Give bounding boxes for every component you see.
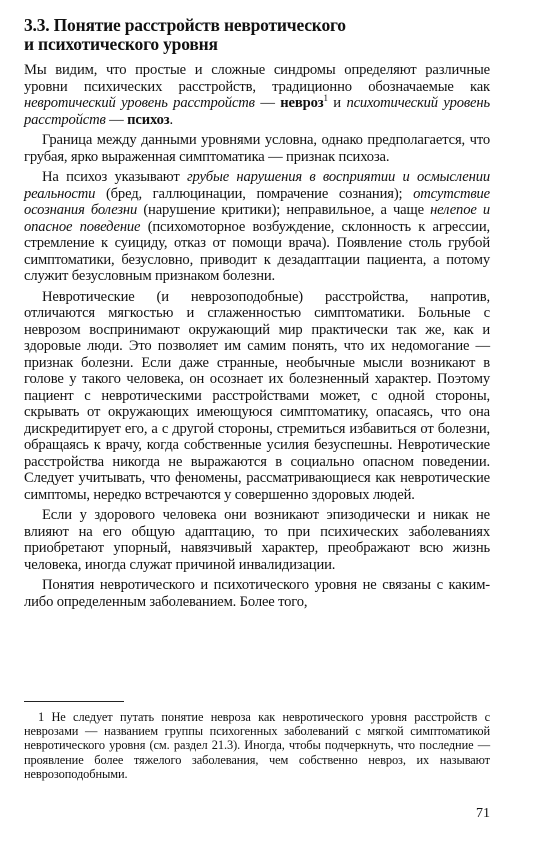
section-heading (24, 16, 490, 54)
p3-italic-3: нелепое и опасное поведение (24, 202, 490, 235)
paragraph-1 (24, 62, 490, 128)
p1-italic-psychotic-level: психотический уровень расстройств (24, 95, 490, 128)
p1-italic-neurotic-level: невротический уровень расстройств (24, 95, 255, 111)
paragraph-3 (24, 169, 490, 285)
p3-text-1: На психоз указывают (42, 169, 187, 185)
paragraph-6: Понятия невротического и психотического уровня не связаны с каким-либо определенным заболеванием. Более того, (24, 577, 490, 610)
body-text (24, 62, 490, 610)
footnote-text: Не следует путать понятие невроза как невротического уровня расстройств с неврозами — названием группы психогенных заболеваний с мягкой симптоматикой невротического уровня (см. раздел 21.3). Иногда, чтобы подчеркнуть, что последние — проявление более тяжелого заболевания, чем собственно невроз, их называют неврозоподобными. (24, 710, 490, 781)
section-heading-line-1: 3.3. Понятие расстройств невротического (24, 15, 346, 35)
paragraph-4: Невротические (и неврозоподобные) расстройства, напротив, отличаются мягкостью и сглаженностью симптоматики. Больные с неврозом воспринимают окружающий мир практически так же, как и здоровые люди. Это позволяет им самим понять, что их недомогание — признак болезни. Если даже странные, необычные мысли возникают в голове у такого человека, он осознает их болезненный характер. Поэтому пациент с невротическими расстройствами может, с одной стороны, скрывать от окружающих имеющуюся симптоматику, опасаясь, что она дискредитирует его, а с другой стороны, стремиться избавиться от болезни, обращаясь к врачу, когда собственные усилия безуспешны. Невротические расстройства никогда не выражаются в социально опасном поведении. Следует учитывать, что феномены, рассматривающиеся как невротические симптомы, нередко встречаются у совершенно здоровых людей. (24, 288, 490, 503)
p1-text-2: — (254, 95, 281, 111)
p1-bold-psychosis: психоз (127, 111, 170, 128)
footnote-reference: 1 (323, 93, 328, 104)
p1-text-1: Мы видим, что простые и сложные синдромы определяют различные уровни психических расстройств, традиционно обозначаемые как (24, 62, 490, 95)
footnote-divider (24, 701, 124, 702)
p3-italic-2: отсутствие осознания болезни (24, 185, 490, 218)
p1-text-3: и (327, 95, 347, 111)
p1-text-5: . (169, 111, 173, 128)
page-content (24, 16, 490, 610)
paragraph-2: Граница между данными уровнями условна, однако предполагается, что грубая, ярко выраженная симптоматика — признак психоза. (24, 132, 490, 165)
p3-text-4: (психомоторное возбуждение, склонность к агрессии, стремление к суициду, отказ от помощи врача). Появление столь грубой симптоматики, безусловно, приводит к дезадаптации пациента, а потому служит безусловным признаком болезни. (24, 218, 491, 284)
footnote (24, 710, 490, 781)
p1-bold-neurosis: невроз (280, 95, 324, 111)
page-number: 71 (476, 806, 490, 821)
footnote-mark: 1 (38, 710, 45, 724)
p3-text-2: (бред, галлюцинации, помрачение сознания); (95, 185, 414, 202)
paragraph-5: Если у здорового человека они возникают эпизодически и никак не влияют на его общую адаптацию, то при психических заболеваниях приобретают упорный, навязчивый характер, преображают всю жизнь человека, иногда служат причиной инвалидизации. (24, 507, 490, 573)
p3-italic-1: грубые нарушения в восприятии и осмыслении реальности (24, 169, 490, 202)
section-heading-line-2: и психотического уровня (24, 34, 218, 54)
p1-text-4: — (105, 111, 128, 128)
p3-text-3: (нарушение критики); неправильное, а чаще (137, 202, 431, 218)
